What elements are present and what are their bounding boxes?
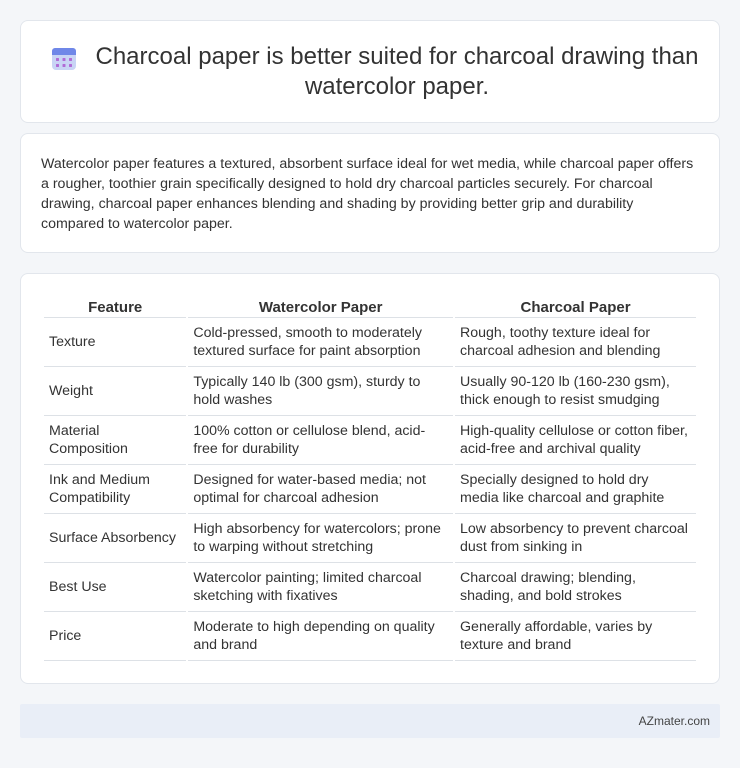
- feature-cell: Weight: [44, 367, 186, 416]
- charcoal-cell: Charcoal drawing; blending, shading, and bold strokes: [455, 563, 696, 612]
- table-row: [44, 416, 696, 465]
- charcoal-cell: High-quality cellulose or cotton fiber, acid-free and archival quality: [455, 416, 696, 465]
- table-row: [44, 514, 696, 563]
- comparison-card: [20, 273, 720, 684]
- feature-cell: Surface Absorbency: [44, 514, 186, 563]
- watercolor-cell: 100% cotton or cellulose blend, acid-free for durability: [188, 416, 453, 465]
- watercolor-cell: High absorbency for watercolors; prone to warping without stretching: [188, 514, 453, 563]
- watercolor-cell: Moderate to high depending on quality and brand: [188, 612, 453, 661]
- feature-cell: Material Composition: [44, 416, 186, 465]
- calendar-icon: [51, 46, 77, 72]
- header-watercolor-paper: Watercolor Paper: [188, 294, 453, 318]
- watercolor-cell: Designed for water-based media; not optimal for charcoal adhesion: [188, 465, 453, 514]
- charcoal-cell: Low absorbency to prevent charcoal dust from sinking in: [455, 514, 696, 563]
- feature-cell: Price: [44, 612, 186, 661]
- title-card: [20, 20, 720, 123]
- feature-cell: Ink and Medium Compatibility: [44, 465, 186, 514]
- table-row: [44, 612, 696, 661]
- charcoal-cell: Specially designed to hold dry media like charcoal and graphite: [455, 465, 696, 514]
- footer-site-link[interactable]: AZmater.com: [638, 714, 710, 728]
- feature-cell: Texture: [44, 318, 186, 367]
- header-feature: Feature: [44, 294, 186, 318]
- watercolor-cell: Watercolor painting; limited charcoal sketching with fixatives: [188, 563, 453, 612]
- charcoal-cell: Usually 90-120 lb (160-230 gsm), thick enough to resist smudging: [455, 367, 696, 416]
- charcoal-cell: Generally affordable, varies by texture and brand: [455, 612, 696, 661]
- summary-card: [20, 133, 720, 253]
- title-wrap: [21, 21, 719, 122]
- summary-text: Watercolor paper features a textured, absorbent surface ideal for wet media, while charcoal paper offers a rougher, toothier grain specifically designed to hold dry charcoal particles securely. For charcoal drawing, charcoal paper enhances blending and shading by providing better grip and durability compared to watercolor paper.: [41, 156, 694, 232]
- table-header-row: [44, 294, 696, 318]
- comparison-table: [42, 294, 698, 661]
- feature-cell: Best Use: [44, 563, 186, 612]
- charcoal-cell: Rough, toothy texture ideal for charcoal adhesion and blending: [455, 318, 696, 367]
- footer-bar: [20, 704, 720, 738]
- table-row: [44, 318, 696, 367]
- table-row: [44, 465, 696, 514]
- page-title: Charcoal paper is better suited for charcoal drawing than watercolor paper.: [95, 42, 699, 100]
- watercolor-cell: Typically 140 lb (300 gsm), sturdy to hold washes: [188, 367, 453, 416]
- header-charcoal-paper: Charcoal Paper: [455, 294, 696, 318]
- watercolor-cell: Cold-pressed, smooth to moderately textured surface for paint absorption: [188, 318, 453, 367]
- table-row: [44, 367, 696, 416]
- table-row: [44, 563, 696, 612]
